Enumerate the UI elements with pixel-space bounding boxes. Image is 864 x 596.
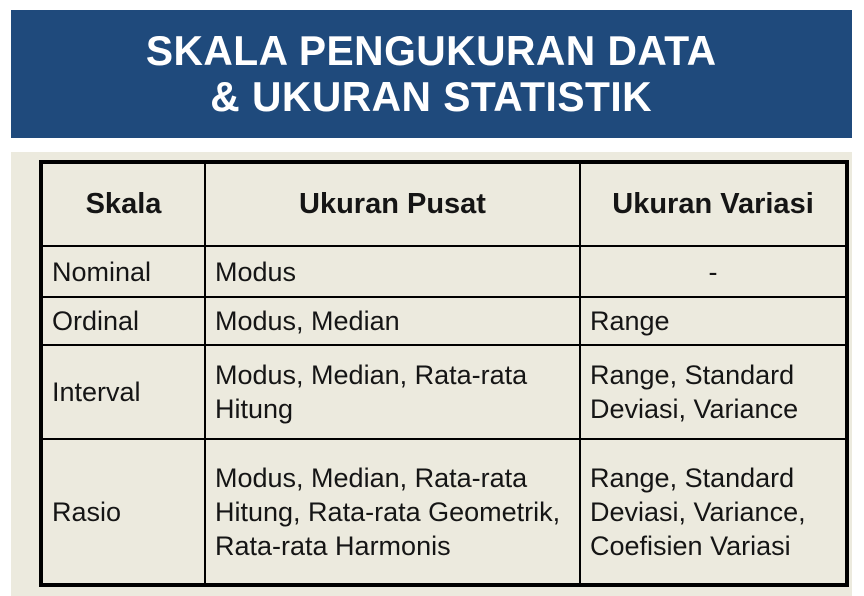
table-row [41,246,847,297]
cell-skala: Interval [41,345,205,439]
cell-ukuran-pusat: Modus, Median, Rata-rata Hitung, Rata-rata Geometrik, Rata-rata Harmonis [205,439,580,585]
cell-ukuran-pusat: Modus, Median, Rata-rata Hitung [205,345,580,439]
table-header-row [41,162,847,246]
header-ukuran-pusat: Ukuran Pusat [205,162,580,246]
content-panel [11,152,852,596]
page-title-line2: & UKURAN STATISTIK [210,73,653,120]
cell-skala: Nominal [41,246,205,297]
cell-ukuran-pusat: Modus, Median [205,297,580,345]
page-title [146,28,717,120]
page-title-line1: SKALA PENGUKURAN DATA [146,27,717,74]
cell-skala: Ordinal [41,297,205,345]
title-banner [11,10,852,138]
cell-ukuran-variasi: Range [580,297,847,345]
cell-ukuran-variasi: - [580,246,847,297]
header-skala: Skala [41,162,205,246]
table-header [41,162,847,246]
cell-skala: Rasio [41,439,205,585]
table-row [41,439,847,585]
table-row [41,297,847,345]
cell-ukuran-variasi: Range, Standard Deviasi, Variance [580,345,847,439]
cell-ukuran-pusat: Modus [205,246,580,297]
table-body [41,246,847,585]
statistics-table [39,160,849,587]
table-row [41,345,847,439]
header-ukuran-variasi: Ukuran Variasi [580,162,847,246]
cell-ukuran-variasi: Range, Standard Deviasi, Variance, Coefisien Variasi [580,439,847,585]
